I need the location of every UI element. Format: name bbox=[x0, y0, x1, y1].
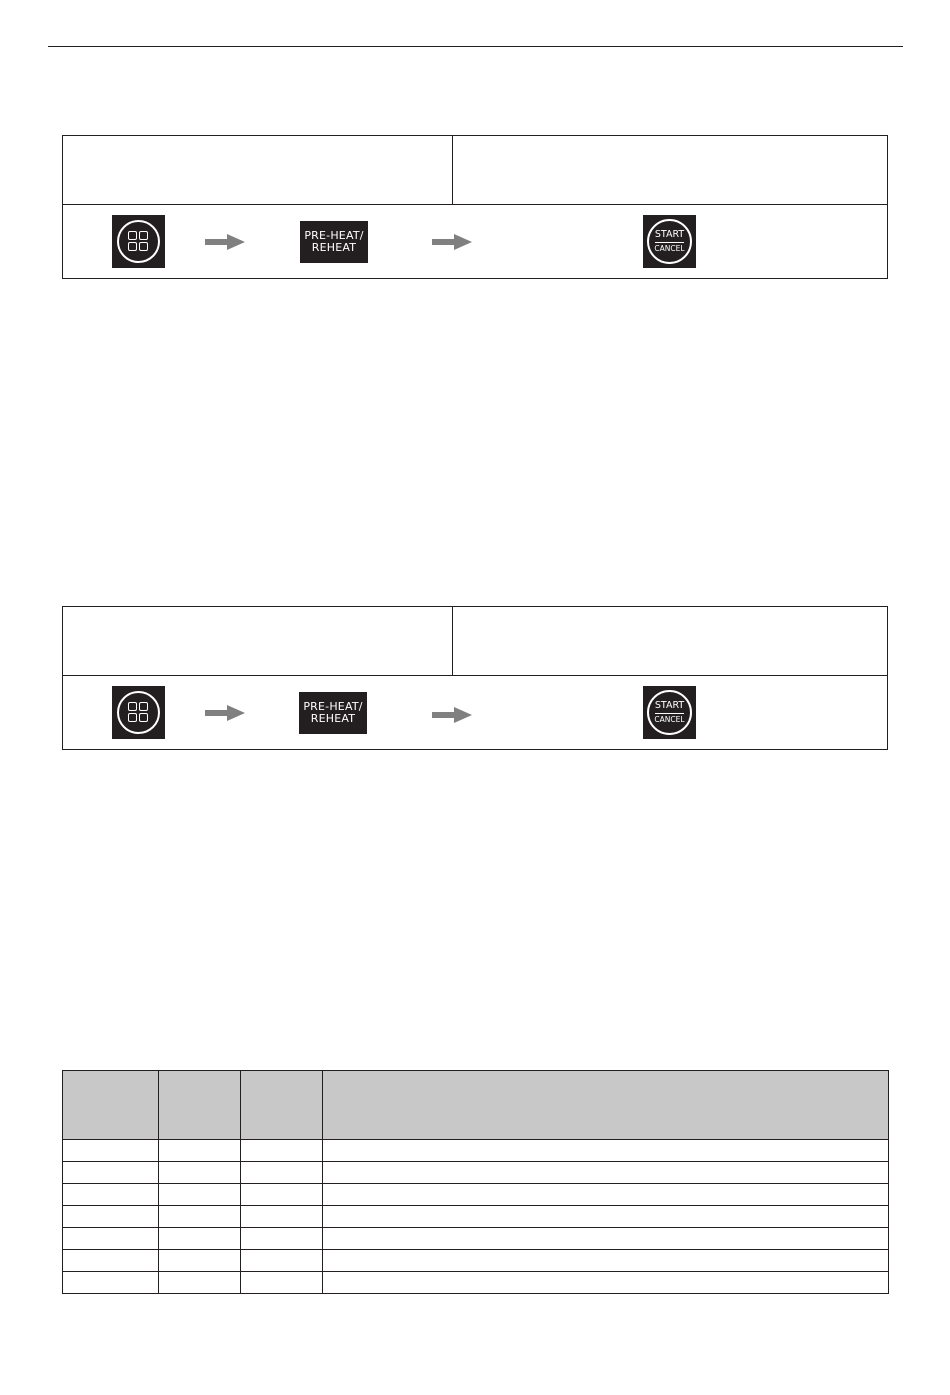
table-row bbox=[63, 1162, 889, 1184]
table-cell bbox=[323, 1206, 889, 1228]
arrow-right-icon bbox=[205, 234, 245, 250]
start-label: START bbox=[654, 700, 685, 711]
header-rule bbox=[48, 46, 903, 47]
preheat-label-line1: PRE-HEAT/ bbox=[304, 229, 364, 242]
table-cell bbox=[323, 1162, 889, 1184]
table-cell bbox=[159, 1250, 241, 1272]
preheat-label-line2: REHEAT bbox=[311, 241, 357, 254]
start-cancel-button[interactable] bbox=[643, 215, 696, 268]
table-cell bbox=[63, 1272, 159, 1294]
table-cell bbox=[63, 1206, 159, 1228]
step-panel-2 bbox=[62, 606, 888, 750]
arrow-right-icon bbox=[432, 234, 472, 250]
step-sequence bbox=[63, 205, 887, 278]
table-row bbox=[63, 1250, 889, 1272]
step-sequence bbox=[63, 676, 887, 749]
preheat-label-line1: PRE-HEAT/ bbox=[303, 700, 363, 713]
table-cell bbox=[159, 1272, 241, 1294]
table-row bbox=[63, 1228, 889, 1250]
table-header-cell bbox=[63, 1071, 159, 1140]
table-cell bbox=[241, 1162, 323, 1184]
preheat-label-line2: REHEAT bbox=[310, 712, 356, 725]
table-cell bbox=[63, 1162, 159, 1184]
table-header-cell bbox=[159, 1071, 241, 1140]
table-cell bbox=[241, 1184, 323, 1206]
table-row bbox=[63, 1140, 889, 1162]
table-row bbox=[63, 1184, 889, 1206]
table-cell bbox=[241, 1206, 323, 1228]
table-cell bbox=[159, 1140, 241, 1162]
arrow-right-icon bbox=[432, 707, 472, 723]
table-cell bbox=[159, 1228, 241, 1250]
step-panel-header bbox=[63, 136, 887, 205]
table-row bbox=[63, 1272, 889, 1294]
start-cancel-button[interactable] bbox=[643, 686, 696, 739]
table-cell bbox=[241, 1228, 323, 1250]
table-header-row bbox=[63, 1071, 889, 1140]
cancel-label: CANCEL bbox=[654, 715, 685, 724]
step-panel-header bbox=[63, 607, 887, 676]
start-cancel-divider bbox=[655, 713, 684, 714]
table-header-cell bbox=[241, 1071, 323, 1140]
table-cell bbox=[241, 1250, 323, 1272]
menu-grid-icon bbox=[117, 220, 160, 263]
preheat-reheat-button[interactable] bbox=[300, 221, 368, 263]
arrow-right-icon bbox=[205, 705, 245, 721]
table-cell bbox=[323, 1272, 889, 1294]
table-cell bbox=[323, 1184, 889, 1206]
table-cell bbox=[159, 1206, 241, 1228]
table-header-cell bbox=[323, 1071, 889, 1140]
table-cell bbox=[323, 1228, 889, 1250]
step-panel-1 bbox=[62, 135, 888, 279]
column-divider bbox=[452, 136, 453, 204]
menu-grid-icon bbox=[117, 691, 160, 734]
table-cell bbox=[323, 1140, 889, 1162]
menu-button[interactable] bbox=[112, 215, 165, 268]
start-label: START bbox=[654, 229, 685, 240]
table-cell bbox=[323, 1250, 889, 1272]
table-cell bbox=[241, 1272, 323, 1294]
cancel-label: CANCEL bbox=[654, 244, 685, 253]
table-cell bbox=[159, 1184, 241, 1206]
table-cell bbox=[63, 1228, 159, 1250]
column-divider bbox=[452, 607, 453, 675]
menu-button[interactable] bbox=[112, 686, 165, 739]
table-cell bbox=[159, 1162, 241, 1184]
table-row bbox=[63, 1206, 889, 1228]
preheat-reheat-button[interactable] bbox=[299, 692, 367, 734]
table-cell bbox=[63, 1250, 159, 1272]
settings-table bbox=[62, 1070, 889, 1294]
table-cell bbox=[63, 1140, 159, 1162]
start-cancel-divider bbox=[655, 242, 684, 243]
table-cell bbox=[63, 1184, 159, 1206]
table-cell bbox=[241, 1140, 323, 1162]
